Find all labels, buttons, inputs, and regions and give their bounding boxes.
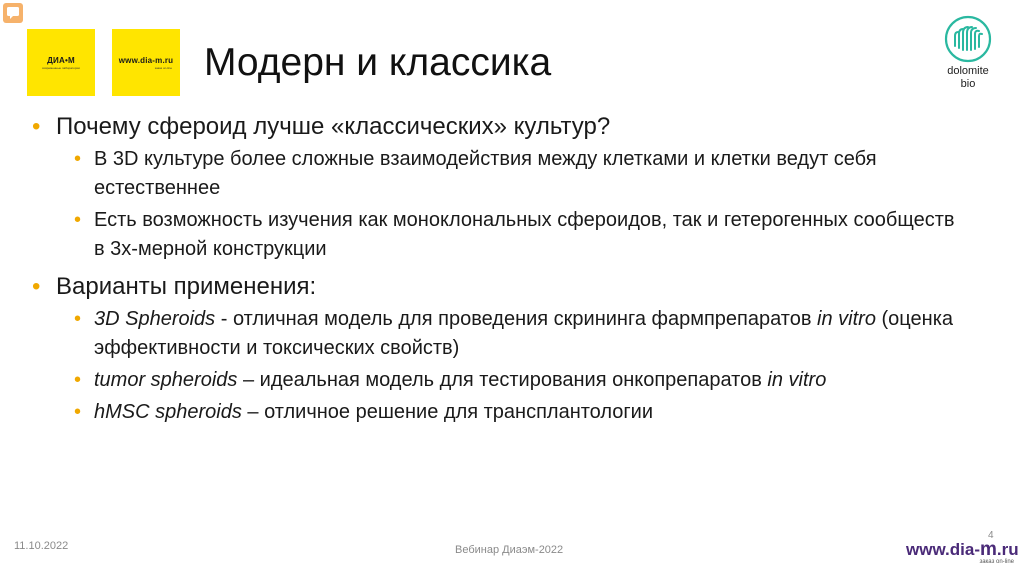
slide-content	[32, 112, 962, 427]
slide-date: 11.10.2022	[14, 540, 69, 552]
page-number: 4	[988, 530, 994, 541]
dia-m-logo: ДИА•М современные лаборатории	[27, 29, 95, 96]
sub-bullet: • tumor spheroids – идеальная модель для тестирования онкопрепаратов in vitro	[32, 366, 962, 395]
dolomite-bio-icon	[939, 14, 997, 64]
chat-icon[interactable]	[3, 3, 23, 23]
sub-bullet: • Есть возможность изучения как моноклональных сфероидов, так и гетерогенных сообществ в 3х-мерной конструкции	[32, 206, 962, 264]
bullet-dot: •	[32, 273, 41, 300]
bullet-dot: •	[74, 308, 82, 330]
sub-bullet: • hMSC spheroids – отличное решение для трансплантологии	[32, 398, 962, 427]
bullet-dot: •	[74, 369, 82, 391]
bullet-question-1: • Почему сфероид лучше «классических» культур?	[32, 113, 611, 140]
footer-webinar: Вебинар Диаэм-2022	[455, 544, 564, 556]
dia-m-website-link[interactable]: www.dia-m.ru заказ on-line	[906, 539, 1019, 565]
dolomite-bio-logo: dolomite bio	[938, 14, 998, 90]
bullet-dot: •	[32, 113, 41, 140]
dia-m-website-logo: www.dia-m.ru заказ on-line	[112, 29, 180, 96]
bullet-dot: •	[74, 209, 82, 231]
sub-bullet: • В 3D культуре более сложные взаимодействия между клетками и клетки ведут себя естественнее	[32, 145, 962, 203]
bullet-question-2: • Варианты применения:	[32, 273, 317, 300]
sub-bullet: • 3D Spheroids - отличная модель для проведения скрининга фармпрепаратов in vitro (оценка эффективности и токсических свойств)	[32, 305, 962, 363]
bullet-dot: •	[74, 401, 82, 423]
bullet-dot: •	[74, 148, 82, 170]
slide-title: Модерн и классика	[204, 41, 552, 84]
